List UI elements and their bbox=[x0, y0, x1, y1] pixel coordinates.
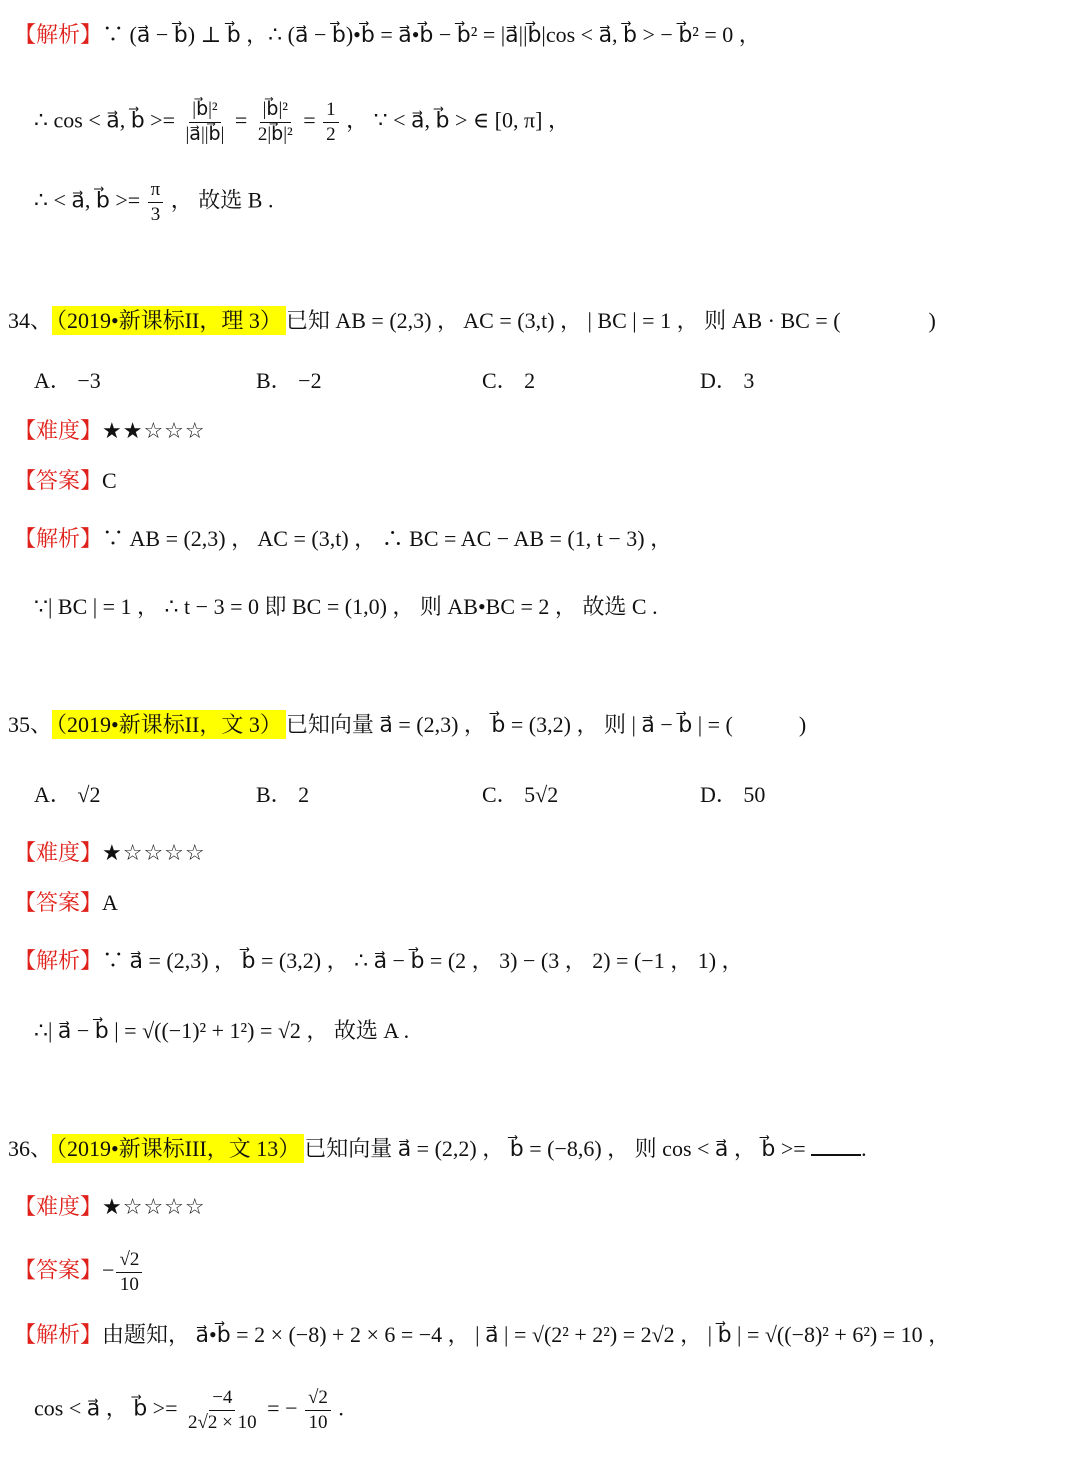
q33-expl-text-3b: ， 故选 B . bbox=[170, 187, 274, 213]
fraction: $\frac{\pi}{3}$ bbox=[148, 178, 164, 227]
q36-difficulty bbox=[14, 1192, 206, 1223]
answer-value: C bbox=[102, 468, 117, 493]
question-stem: 已知向量 a⃗ = (2,3) ， b⃗ = (3,2) ， 则 | a⃗ − b⃗ | = ( ) bbox=[285, 712, 807, 737]
fraction: $\frac{-4}{2√2 \times 10}$ bbox=[188, 1387, 257, 1433]
q34-difficulty bbox=[14, 416, 206, 447]
fraction: $\frac{\text{|b⃗|²}}{|a⃗||b⃗|}$ bbox=[185, 99, 225, 145]
option-b: B． 2 bbox=[256, 782, 310, 807]
q33-explanation-line-2: ∴ cos < a⃗, b⃗ >= $\frac{\text{|b⃗|²}}{|a⃗||b⃗|}$ = $\frac{\text{|b⃗|²}}{\text{2|b⃗|²}}$ = $\frac{1}{2}$ ， ∵ < a⃗, b⃗ > ∈ [0, π] ， bbox=[34, 99, 570, 145]
q36-stem: 36、 （2019•新课标III，文 13） 已知向量 a⃗ = (2,2) ， b⃗ = (−8,6) ， 则 cos < a⃗ ， b⃗ >= . bbox=[8, 1136, 867, 1161]
question-stem: 已知 AB = (2,3) ， AC = (3,t) ， | BC | = 1 ， 则 AB · BC = ( ) bbox=[285, 308, 936, 333]
q35-explanation-line-2: ∴| a⃗ − b⃗ | = √((−1)² + 1²) = √2 ， 故选 A . bbox=[34, 1018, 410, 1043]
difficulty-label: 【难度】 bbox=[14, 1194, 103, 1219]
q36-answer: 【答案】− $\frac{√2}{10}$ bbox=[14, 1248, 144, 1297]
answer-blank bbox=[811, 1136, 861, 1156]
q36-explanation-line-2: cos < a⃗ ， b⃗ >= $\frac{-4}{2√2 \times 10}$ = − $\frac{√2}{10}$ . bbox=[34, 1387, 344, 1433]
option-c: C． 2 bbox=[482, 368, 536, 393]
q34-explanation-line-2: ∵| BC | = 1 ， ∴ t − 3 = 0 即 BC = (1,0) ， 则 AB•BC = 2 ， 故选 C . bbox=[34, 594, 658, 619]
jiexi-label: 【解析】 bbox=[14, 526, 103, 551]
option-b: B． −2 bbox=[256, 368, 322, 393]
difficulty-stars: ★★☆☆☆ bbox=[102, 419, 206, 444]
answer-value: A bbox=[102, 890, 118, 915]
q35-expl-text-1: ∵ a⃗ = (2,3) ， b⃗ = (3,2) ， ∴ a⃗ − b⃗ = (2 ， 3) − (3 ， 2) = (−1 ， 1) ， bbox=[102, 948, 744, 973]
q36-explanation-line-1 bbox=[14, 1320, 950, 1350]
q35-difficulty bbox=[14, 838, 206, 869]
answer-label: 【答案】 bbox=[14, 890, 103, 915]
q35-stem bbox=[8, 710, 806, 740]
q34-expl-text-1: ∵ AB = (2,3) ， AC = (3,t) ， ∴ BC = AC − AB = (1, t − 3) ， bbox=[102, 526, 673, 551]
q34-explanation-line-1 bbox=[14, 524, 672, 554]
question-number: 36、 bbox=[8, 1136, 53, 1161]
q34-answer bbox=[14, 466, 117, 496]
answer-label: 【答案】 bbox=[14, 468, 103, 493]
difficulty-stars: ★☆☆☆☆ bbox=[102, 841, 206, 866]
q33-expl-text-2a: ∴ cos < a⃗, b⃗ >= bbox=[34, 107, 175, 133]
fraction: $\frac{1}{2}$ bbox=[323, 98, 339, 147]
question-number: 34、 bbox=[8, 308, 53, 333]
q33-expl-text-3a: ∴ < a⃗, b⃗ >= bbox=[34, 187, 141, 213]
fraction: $\frac{\text{|b⃗|²}}{\text{2|b⃗|²}}$ bbox=[257, 99, 293, 145]
option-a: A． √2 bbox=[34, 782, 101, 807]
source-highlight: （2019•新课标III，文 13） bbox=[52, 1134, 304, 1163]
question-stem: 已知向量 a⃗ = (2,2) ， b⃗ = (−8,6) ， 则 cos < a⃗ ， b⃗ >= bbox=[304, 1136, 806, 1161]
source-highlight: （2019•新课标II，理 3） bbox=[52, 306, 286, 335]
question-number: 35、 bbox=[8, 712, 53, 737]
q33-explanation-line-3 bbox=[34, 178, 273, 227]
q35-explanation-line-1 bbox=[14, 946, 744, 976]
option-c: C． 5√2 bbox=[482, 782, 559, 807]
q33-expl-text-1: ∵ (a⃗ − b⃗) ⊥ b⃗ ，∴ (a⃗ − b⃗)•b⃗ = a⃗•b⃗ − b⃗² = |a⃗||b⃗|cos < a⃗, b⃗ > − b⃗² = 0 ， bbox=[102, 22, 761, 47]
q34-stem bbox=[8, 306, 936, 336]
answer-label: 【答案】 bbox=[14, 1257, 103, 1283]
difficulty-label: 【难度】 bbox=[14, 418, 103, 443]
fraction: $\frac{√2}{10}$ bbox=[116, 1248, 142, 1297]
option-d: D． 3 bbox=[700, 368, 755, 393]
difficulty-label: 【难度】 bbox=[14, 840, 103, 865]
jiexi-label: 【解析】 bbox=[14, 1322, 103, 1347]
jiexi-label: 【解析】 bbox=[14, 22, 103, 47]
source-highlight: （2019•新课标II，文 3） bbox=[52, 710, 286, 739]
option-d: D． 50 bbox=[700, 782, 766, 807]
q36-expl-text-1: 由题知， a⃗•b⃗ = 2 × (−8) + 2 × 6 = −4 ， | a⃗ | = √(2² + 2²) = 2√2 ， | b⃗ | = √((−8)² + 6²) = 10 ， bbox=[102, 1322, 951, 1347]
option-a: A． −3 bbox=[34, 368, 101, 393]
q35-answer bbox=[14, 888, 118, 918]
q33-explanation-line-1 bbox=[14, 20, 761, 50]
difficulty-stars: ★☆☆☆☆ bbox=[102, 1195, 206, 1220]
fraction: $\frac{√2}{10}$ bbox=[305, 1386, 331, 1435]
q33-expl-text-2b: ， ∵ < a⃗, b⃗ > ∈ [0, π] ， bbox=[346, 107, 570, 133]
jiexi-label: 【解析】 bbox=[14, 948, 103, 973]
